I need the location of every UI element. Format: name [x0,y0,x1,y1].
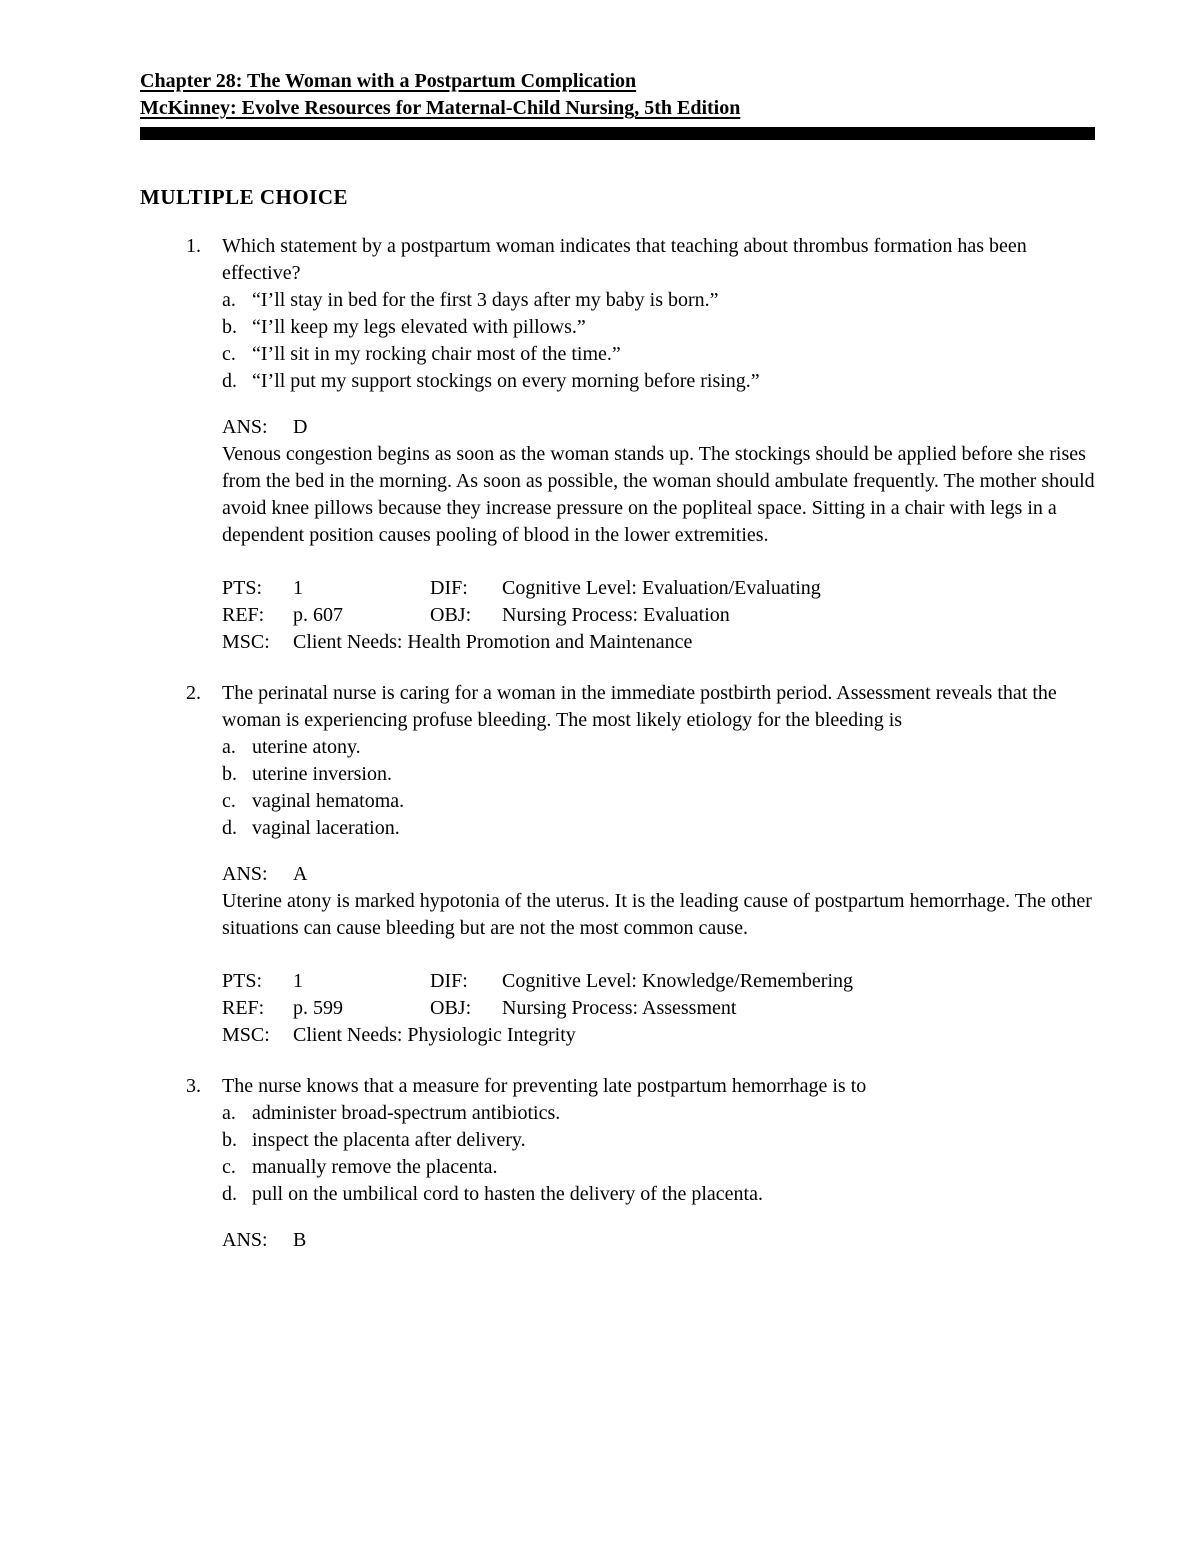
obj-label: OBJ: [430,997,472,1019]
question-item-3 [140,1073,1095,1254]
book-title: McKinney: Evolve Resources for Maternal-Child Nursing, 5th Edition [140,97,741,119]
question-body [222,233,1095,656]
ref-value: p. 607 [293,604,343,626]
option-text: “I’ll keep my legs elevated with pillows.” [252,316,586,338]
option-text: pull on the umbilical cord to hasten the delivery of the placenta. [252,1183,763,1205]
question-text: The nurse knows that a measure for preventing late postpartum hemorrhage is to [222,1075,867,1097]
msc-value: Client Needs: Health Promotion and Maintenance [293,631,693,653]
obj-value: Nursing Process: Evaluation [502,604,730,626]
option-letter: a. [222,736,236,758]
option-text: administer broad-spectrum antibiotics. [252,1102,561,1124]
question-number: 1. [186,235,201,257]
option-item-b [222,1127,1095,1154]
pts-label: PTS: [222,577,263,599]
options-list [222,287,1095,395]
question-number: 2. [186,682,201,704]
option-item-d [222,368,1095,395]
question-item-1 [140,233,1095,656]
obj-label: OBJ: [430,604,472,626]
option-item-a [222,287,1095,314]
chapter-title-line [140,68,1095,95]
dif-value: Cognitive Level: Knowledge/Remembering [502,970,854,992]
option-letter: d. [222,817,237,839]
options-list [222,1100,1095,1208]
option-letter: d. [222,370,237,392]
question-list [140,233,1095,1254]
question-number: 3. [186,1075,201,1097]
answer-row [222,414,1095,441]
option-text: “I’ll stay in bed for the first 3 days after my baby is born.” [252,289,719,311]
header-divider-bar [140,127,1095,140]
rationale-text: Uterine atony is marked hypotonia of the uterus. It is the leading cause of postpartum hemorrhage. The other situations can cause bleeding but are not the most common cause. [222,890,1092,939]
ref-value: p. 599 [293,997,343,1019]
msc-label: MSC: [222,631,270,653]
section-title: MULTIPLE CHOICE [140,185,349,209]
option-text: vaginal hematoma. [252,790,405,812]
option-item-c [222,1154,1095,1181]
option-letter: b. [222,763,237,785]
dif-label: DIF: [430,577,468,599]
option-item-a [222,1100,1095,1127]
option-item-b [222,761,1095,788]
answer-label: ANS: [222,416,268,438]
question-text: The perinatal nurse is caring for a woman in the immediate postbirth period. Assessment reveals that the woman is experiencing profuse bleeding. The most likely etiology for the bleeding is [222,682,1057,731]
option-text: “I’ll put my support stockings on every morning before rising.” [252,370,760,392]
option-letter: d. [222,1183,237,1205]
answer-row [222,1227,1095,1254]
option-item-c [222,788,1095,815]
option-letter: c. [222,790,236,812]
answer-value: B [293,1229,307,1251]
question-text: Which statement by a postpartum woman indicates that teaching about thrombus formation has been effective? [222,235,1027,284]
option-text: vaginal laceration. [252,817,400,839]
option-letter: a. [222,1102,236,1124]
option-letter: c. [222,343,236,365]
answer-label: ANS: [222,863,268,885]
dif-label: DIF: [430,970,468,992]
meta-block [222,575,1095,656]
pts-label: PTS: [222,970,263,992]
chapter-title: Chapter 28: The Woman with a Postpartum Complication [140,70,637,92]
meta-block [222,968,1095,1049]
option-text: uterine inversion. [252,763,392,785]
option-text: uterine atony. [252,736,361,758]
option-letter: b. [222,316,237,338]
msc-label: MSC: [222,1024,270,1046]
question-body [222,680,1095,1049]
document-header [140,68,1095,122]
answer-label: ANS: [222,1229,268,1251]
pts-value: 1 [293,970,303,992]
option-letter: a. [222,289,236,311]
obj-value: Nursing Process: Assessment [502,997,737,1019]
question-body [222,1073,1095,1254]
ref-label: REF: [222,997,265,1019]
ref-label: REF: [222,604,265,626]
option-item-c [222,341,1095,368]
book-title-line [140,95,1095,122]
msc-value: Client Needs: Physiologic Integrity [293,1024,576,1046]
option-text: manually remove the placenta. [252,1156,498,1178]
options-list [222,734,1095,842]
option-text: “I’ll sit in my rocking chair most of the time.” [252,343,621,365]
rationale-text: Venous congestion begins as soon as the woman stands up. The stockings should be applied before she rises from the bed in the morning. As soon as possible, the woman should ambulate frequently. The mother should avoid knee pillows because they increase pressure on the popliteal space. Sitting in a chair with legs in a dependent position causes pooling of blood in the lower extremities. [222,443,1095,546]
option-item-d [222,1181,1095,1208]
option-letter: c. [222,1156,236,1178]
pts-value: 1 [293,577,303,599]
option-text: inspect the placenta after delivery. [252,1129,526,1151]
question-item-2 [140,680,1095,1049]
option-item-b [222,314,1095,341]
option-item-d [222,815,1095,842]
answer-value: A [293,863,308,885]
option-letter: b. [222,1129,237,1151]
option-item-a [222,734,1095,761]
dif-value: Cognitive Level: Evaluation/Evaluating [502,577,821,599]
answer-row [222,861,1095,888]
answer-value: D [293,416,308,438]
